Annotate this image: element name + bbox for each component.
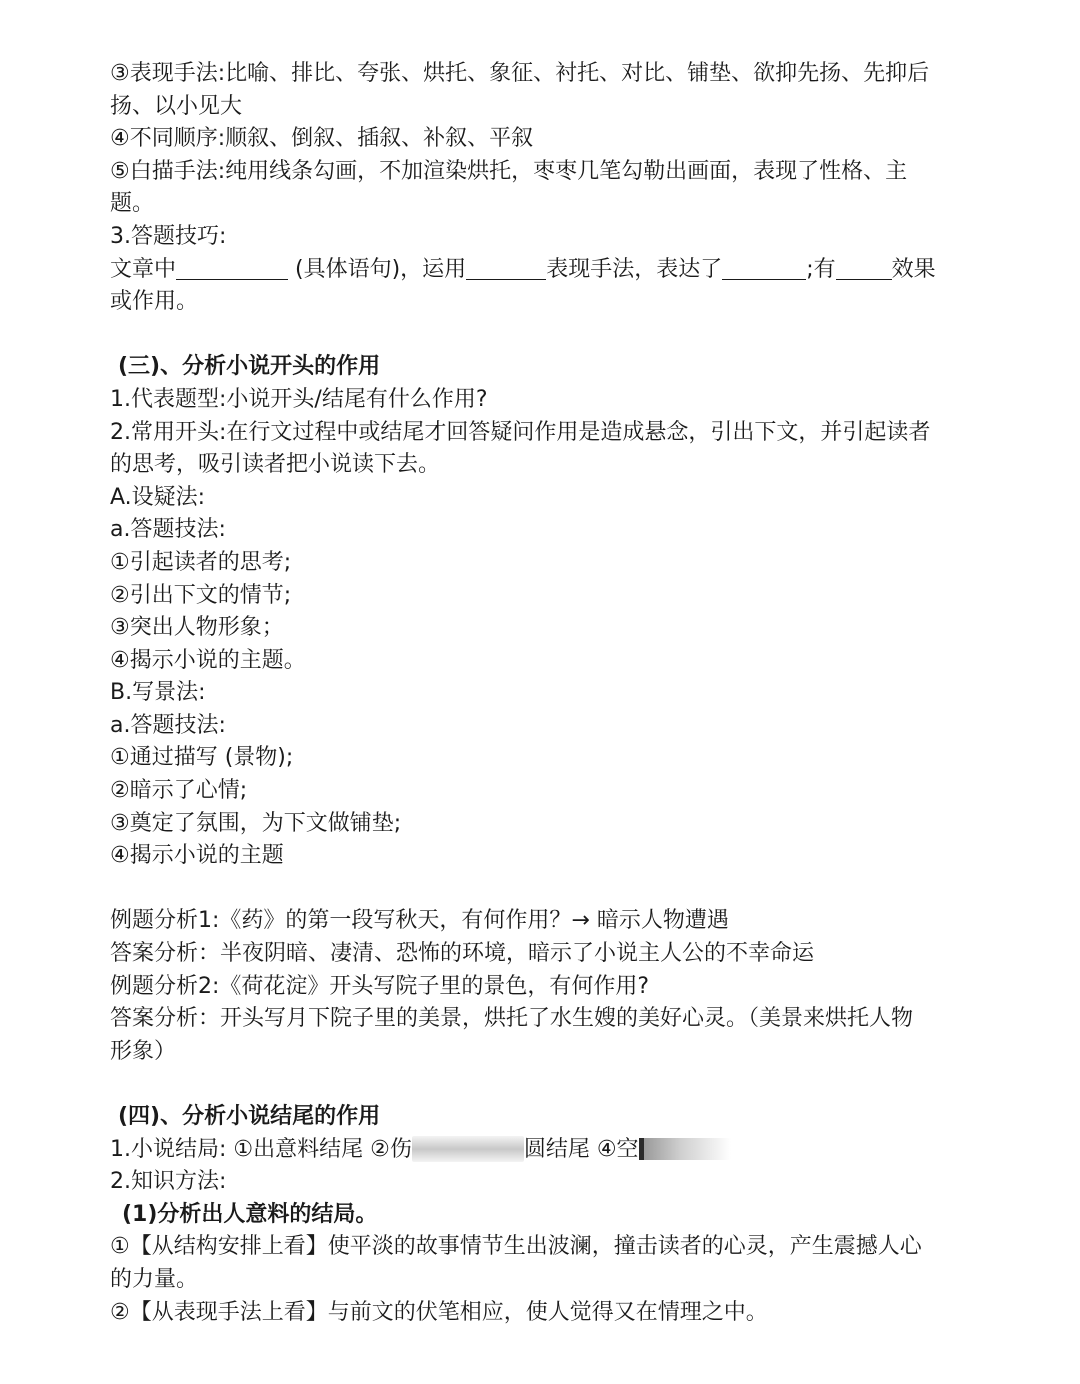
text-line: 的力量。 bbox=[110, 1266, 199, 1292]
text-line: ④揭示小说的主题。 bbox=[110, 647, 306, 673]
blurred-redaction bbox=[412, 1136, 524, 1162]
line-text: 1.小说结局: ①出意料结尾 ②伤 bbox=[110, 1136, 412, 1162]
text-line: ①通过描写 (景物); bbox=[110, 745, 294, 771]
text-line: ⑤白描手法:纯用线条勾画，不加渲染烘托，枣枣几笔勾勒出画面，表现了性格、主 bbox=[110, 158, 908, 184]
text-line: 扬、以小见大 bbox=[110, 93, 243, 119]
text-line: 3.答题技巧: bbox=[110, 223, 227, 249]
fill-blank bbox=[836, 257, 892, 280]
answer-template-line bbox=[110, 254, 980, 287]
text-line: 形象） bbox=[110, 1038, 177, 1064]
template-text: 文章中 bbox=[110, 256, 177, 282]
text-line: ②暗示了心情; bbox=[110, 778, 248, 804]
text-line: ③表现手法:比喻、排比、夸张、烘托、象征、衬托、对比、铺垫、欲抑先扬、先抑后 bbox=[110, 61, 930, 86]
text-line: 答案分析：开头写月下院子里的美景，烘托了水生嫂的美好心灵。（美景来烘托人物 bbox=[110, 1006, 914, 1032]
text-line: ①【从结构安排上看】使平淡的故事情节生出波澜，撞击读者的心灵，产生震撼人心 bbox=[110, 1234, 922, 1260]
ending-types-line bbox=[110, 1134, 980, 1167]
fill-blank bbox=[722, 257, 806, 280]
fill-blank bbox=[466, 257, 546, 280]
template-text: (具体语句)，运用 bbox=[288, 256, 467, 282]
line-text: 圆结尾 ④空 bbox=[523, 1136, 639, 1162]
text-line: ④不同顺序:顺叙、倒叙、插叙、补叙、平叙 bbox=[110, 126, 534, 152]
template-text: ;有 bbox=[806, 256, 836, 282]
template-text: 表现手法，表达了 bbox=[546, 256, 723, 282]
text-line: 1.代表题型:小说开头/结尾有什么作用? bbox=[110, 386, 488, 412]
text-line: 的思考，吸引读者把小说读下去。 bbox=[110, 452, 441, 478]
text-line: 答案分析：半夜阴暗、凄清、恐怖的环境，暗示了小说主人公的不幸命运 bbox=[110, 941, 815, 967]
template-text: 效果 bbox=[891, 256, 936, 282]
spacer bbox=[110, 873, 980, 906]
text-line: 2.常用开头:在行文过程中或结尾才回答疑问作用是造成悬念，引出下文，并引起读者 bbox=[110, 419, 931, 445]
text-line: a.答题技法: bbox=[110, 712, 226, 738]
text-line: 或作用。 bbox=[110, 289, 199, 315]
text-line: 例题分析1:《药》的第一段写秋天，有何作用？→ 暗示人物遭遇 bbox=[110, 908, 729, 934]
subsection-heading: (1)分析出人意料的结局。 bbox=[122, 1201, 378, 1227]
document-page bbox=[110, 58, 980, 1329]
text-line: 2.知识方法: bbox=[110, 1169, 227, 1195]
spacer bbox=[110, 319, 980, 352]
text-line: ①引起读者的思考; bbox=[110, 549, 292, 575]
text-line: 例题分析2:《荷花淀》开头写院子里的景色，有何作用? bbox=[110, 973, 650, 999]
text-line: a.答题技法: bbox=[110, 517, 226, 543]
text-line: 题。 bbox=[110, 191, 155, 217]
text-line: A.设疑法: bbox=[110, 484, 206, 510]
spacer bbox=[110, 1068, 980, 1101]
text-line: ②【从表现手法上看】与前文的伏笔相应，使人觉得又在情理之中。 bbox=[110, 1299, 768, 1325]
fill-blank bbox=[176, 257, 288, 280]
text-line: ②引出下文的情节; bbox=[110, 582, 292, 608]
text-line: ③突出人物形象； bbox=[110, 615, 284, 641]
blurred-redaction bbox=[639, 1138, 731, 1160]
text-line: ③奠定了氛围，为下文做铺垫; bbox=[110, 810, 402, 836]
section-heading: (三)、分析小说开头的作用 bbox=[118, 354, 381, 380]
section-heading: (四)、分析小说结尾的作用 bbox=[118, 1104, 381, 1129]
text-line: ④揭示小说的主题 bbox=[110, 843, 284, 869]
text-line: B.写景法: bbox=[110, 680, 206, 706]
